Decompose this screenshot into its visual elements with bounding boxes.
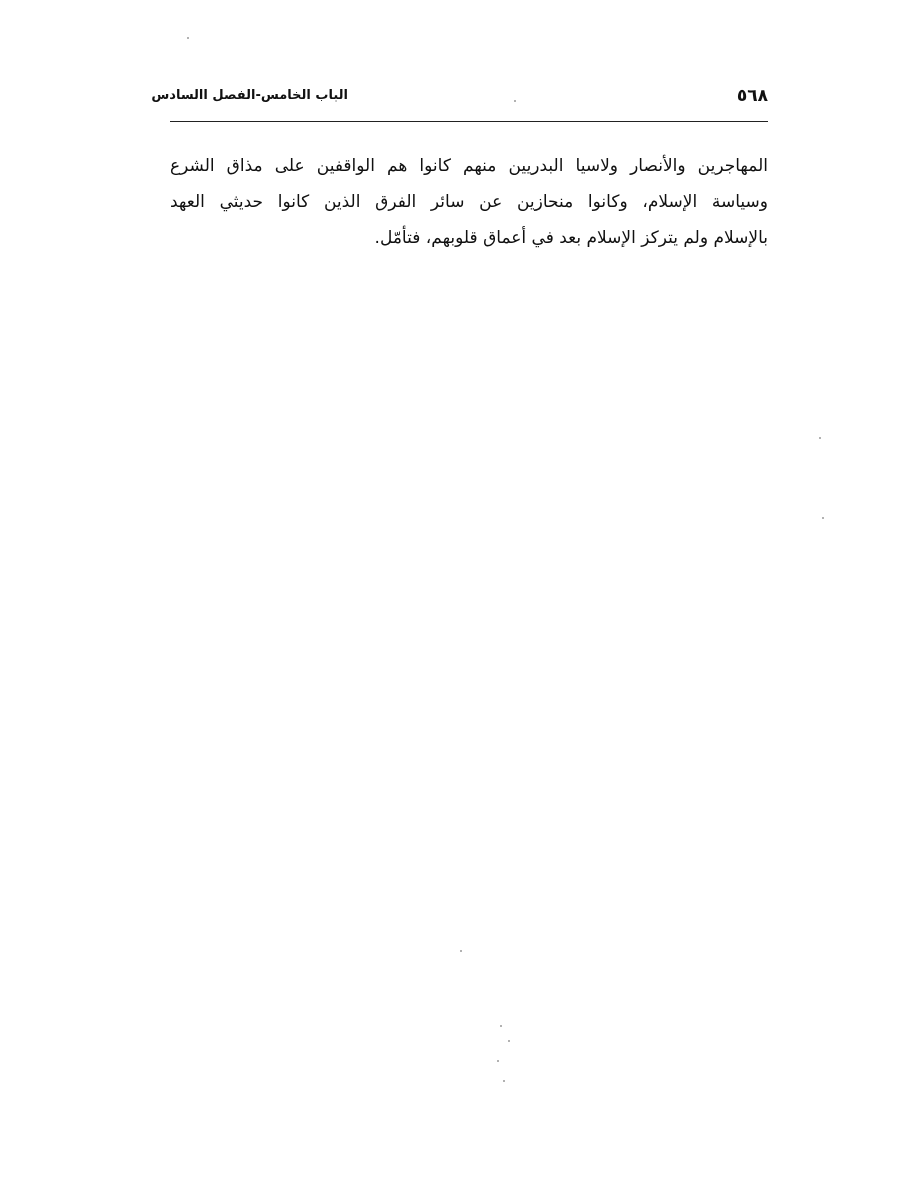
text-line-3: بالإسلام ولم يتركز الإسلام بعد في أعماق قلوبهم، فتأمّل.: [374, 228, 768, 248]
scan-speck: [460, 950, 462, 952]
chapter-title: الباب الخامس-الفصل االسادس: [151, 88, 348, 103]
scan-speck: [503, 1080, 505, 1082]
scan-speck: [819, 437, 821, 439]
page-number: ٥٦٨: [736, 86, 768, 106]
scan-speck: [500, 1025, 502, 1027]
scan-speck: [822, 517, 824, 519]
scan-speck: [497, 1060, 499, 1062]
body-paragraph: [170, 148, 768, 256]
scan-speck: [187, 37, 189, 39]
running-header: [151, 86, 768, 118]
text-line-1: المهاجرين والأنصار ولاسيا البدريين منهم كانوا هم الواقفين على مذاق الشرع: [170, 156, 768, 176]
scan-speck: [514, 100, 516, 102]
text-line-2: وسياسة الإسلام، وكانوا منحازين عن سائر الفرق الذين كانوا حديثي العهد: [170, 192, 768, 212]
scan-speck: [508, 1040, 510, 1042]
header-rule: [170, 121, 768, 122]
